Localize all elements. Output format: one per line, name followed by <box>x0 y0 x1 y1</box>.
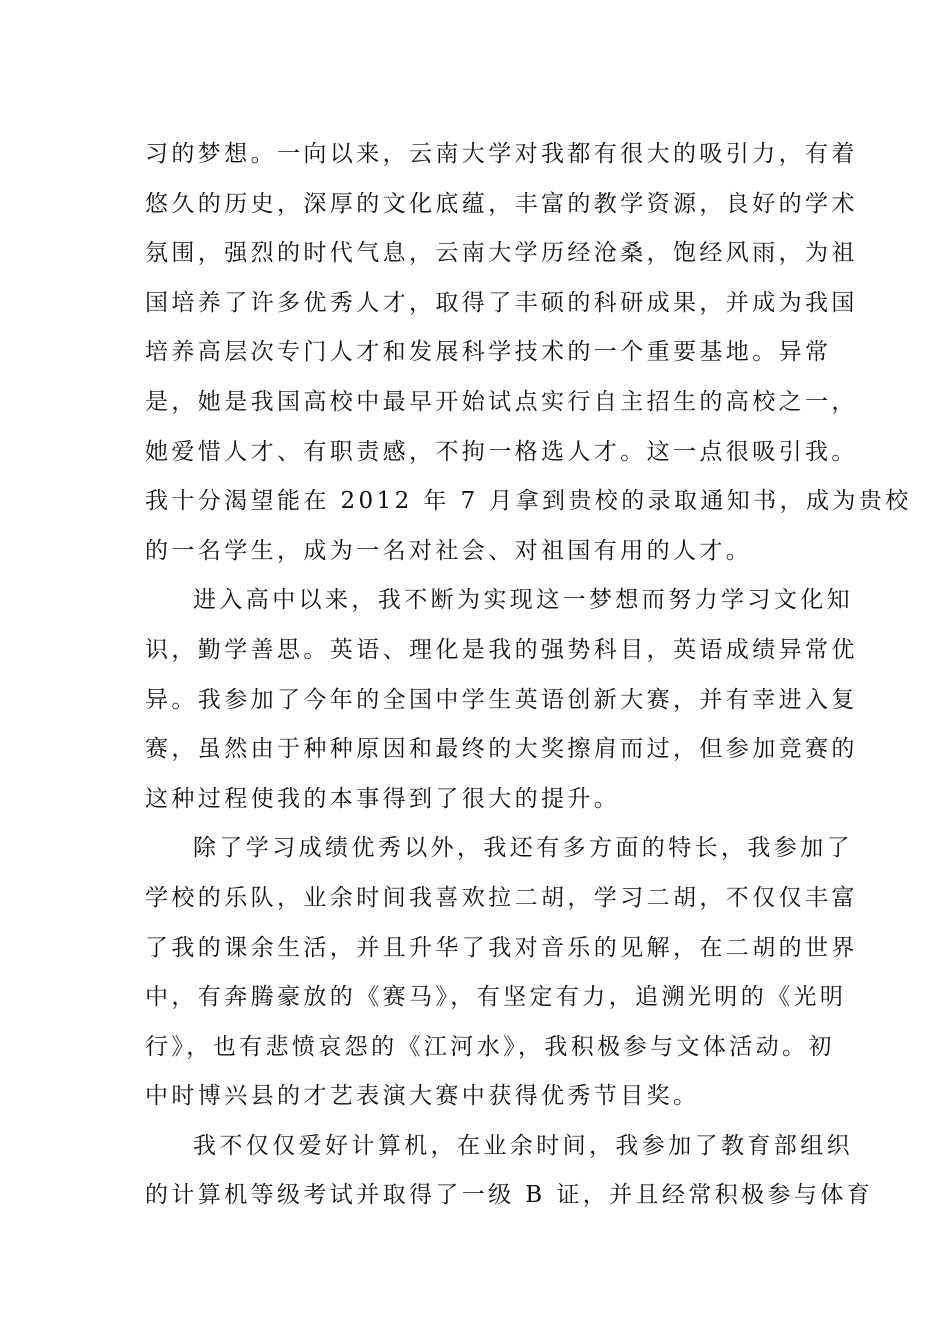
text-line: 赛，虽然由于种种原因和最终的大奖擦肩而过，但参加竞赛的 <box>145 736 858 763</box>
text-line: 我十分渴望能在 2012 年 7 月拿到贵校的录取通知书，成为贵校 <box>145 488 912 515</box>
text-line: 悠久的历史，深厚的文化底蕴，丰富的教学资源，良好的学术 <box>145 190 858 217</box>
text-line: 习的梦想。一向以来，云南大学对我都有很大的吸引力，有着 <box>145 141 858 167</box>
text-line: 是，她是我国高校中最早开始试点实行自主招生的高校之一， <box>145 388 858 415</box>
text-line: 识，勤学善思。英语、理化是我的强势科目，英语成绩异常优 <box>145 636 858 663</box>
text-line: 的一名学生，成为一名对社会、对祖国有用的人才。 <box>145 537 753 564</box>
text-line: 国培养了许多优秀人才，取得了丰硕的科研成果，并成为我国 <box>145 289 858 316</box>
text-line: 她爱惜人才、有职责感，不拘一格选人才。这一点很吸引我。 <box>145 438 858 465</box>
text-line: 培养高层次专门人才和发展科学技术的一个重要基地。异常 <box>145 339 832 366</box>
document-body <box>145 130 912 1221</box>
text-line: 学校的乐队，业余时间我喜欢拉二胡，学习二胡，不仅仅丰富 <box>145 884 858 911</box>
paragraph-first-line: 除了学习成绩优秀以外，我还有多方面的特长，我参加了 <box>193 835 853 862</box>
text-line: 的计算机等级考试并取得了一级 B 证，并且经常积极参与体育 <box>145 1182 874 1209</box>
text-line: 了我的课余生活，并且升华了我对音乐的见解，在二胡的世界 <box>145 934 858 961</box>
text-line: 异。我参加了今年的全国中学生英语创新大赛，并有幸进入复 <box>145 686 858 713</box>
paragraph-first-line: 我不仅仅爱好计算机，在业余时间，我参加了教育部组织 <box>193 1132 853 1159</box>
text-line: 氛围，强烈的时代气息，云南大学历经沧桑，饱经风雨，为祖 <box>145 240 858 267</box>
text-line: 中，有奔腾豪放的《赛马》，有坚定有力，追溯光明的《光明 <box>145 984 847 1011</box>
text-line: 行》，也有悲愤哀怨的《江河水》，我积极参与文体活动。初 <box>145 1033 835 1060</box>
paragraph-first-line: 进入高中以来，我不断为实现这一梦想而努力学习文化知 <box>193 587 853 614</box>
text-line: 中时博兴县的才艺表演大赛中获得优秀节目奖。 <box>145 1083 700 1110</box>
text-line: 这种过程使我的本事得到了很大的提升。 <box>145 785 621 812</box>
